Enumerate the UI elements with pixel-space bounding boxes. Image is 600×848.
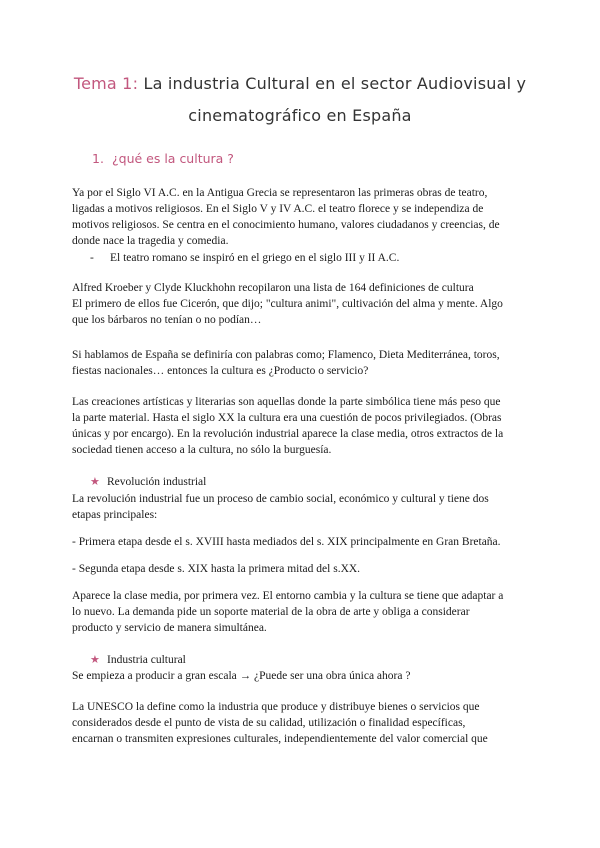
paragraph-second-stage: - Segunda etapa desde s. XIX hasta la primera mitad del s.XX. [72,563,361,575]
paragraph-first-stage: - Primera etapa desde el s. XVIII hasta mediados del s. XIX principalmente en Gran Bretaña. [72,536,501,548]
text-line: Si hablamos de España se definiría con palabras como; Flamenco, Dieta Mediterránea, toros, [72,349,500,361]
text-line: sociedad tienen acceso a la cultura, no sólo la burguesía. [72,444,332,456]
text-line: Ya por el Siglo VI A.C. en la Antigua Grecia se representaron las primeras obras de teatro, [72,187,488,199]
dash-item-text: El teatro romano se inspiró en el griego en el siglo III y II A.C. [110,252,400,264]
paragraph-middle-class [72,588,530,636]
text-line: la parte material. Hasta el siglo XX la cultura era una cuestión de pocos privilegiados. (Obras [72,412,502,424]
text-line: ligadas a motivos religiosos. En el Siglo V y IV A.C. el teatro florece y se independiza de [72,203,484,215]
text-line: fiestas nacionales… entonces la cultura es ¿Producto o servicio? [72,365,369,377]
text-line: encarnan o transmiten expresiones culturales, independientemente del valor comercial que [72,733,488,745]
section-heading [92,151,234,166]
paragraph-creations [72,394,530,458]
paragraph-unesco [72,699,530,747]
text-line: que los bárbaros no tenían o no podían… [72,314,262,326]
star-list-item-revolution [90,474,206,490]
text-line: únicas y por encargo). En la revolución industrial aparece la clase media, otros extractos de la [72,428,504,440]
text-line: La UNESCO la define como la industria que produce y distribuye bienes o servicios que [72,701,480,713]
text-line: producto y servicio de manera simultánea. [72,622,267,634]
topic-prefix: Tema 1: [73,74,139,93]
star-icon: ★ [90,476,100,488]
text-line: lo nuevo. La demanda pide un soporte material de la obra de arte y obliga a considerar [72,606,470,618]
document-title-line-1 [60,74,540,93]
dash-list-item [90,250,399,266]
paragraph-large-scale: Se empieza a producir a gran escala → ¿Puede ser una obra única ahora ? [72,670,411,682]
text-line: etapas principales: [72,509,158,521]
paragraph-greek-theatre [72,185,530,249]
text-line: Alfred Kroeber y Clyde Kluckhohn recopilaron una lista de 164 definiciones de cultura [72,282,474,294]
star-icon: ★ [90,654,100,666]
star-item-label: Revolución industrial [107,476,207,488]
text-line: considerados desde el punto de vista de su calidad, utilización o finalidad específicas, [72,717,466,729]
paragraph-spain [72,347,530,379]
text-line: donde nace la tragedia y comedia. [72,235,229,247]
dash-marker: - [90,252,94,264]
paragraph-industrial-revolution [72,491,530,523]
section-number: 1. [92,151,104,166]
text-line: Las creaciones artísticas y literarias son aquellas donde la parte simbólica tiene más peso que [72,396,501,408]
document-title-line-2: cinematográfico en España [188,106,412,125]
paragraph-definitions [72,280,530,328]
star-list-item-cultural-industry [90,652,186,668]
text-line: El primero de ellos fue Cicerón, que dijo; "cultura animi", cultivación del alma y mente. Algo [72,298,503,310]
text-line: Aparece la clase media, por primera vez. El entorno cambia y la cultura se tiene que adaptar a [72,590,504,602]
title-text: La industria Cultural en el sector Audiovisual y [138,74,527,93]
text-line: La revolución industrial fue un proceso de cambio social, económico y cultural y tiene dos [72,493,489,505]
text-line: motivos religiosos. Se centra en el conocimiento humano, valores ciudadanos y creencias, de [72,219,500,231]
section-label: ¿qué es la cultura ? [112,151,234,166]
star-item-label: Industria cultural [107,654,186,666]
